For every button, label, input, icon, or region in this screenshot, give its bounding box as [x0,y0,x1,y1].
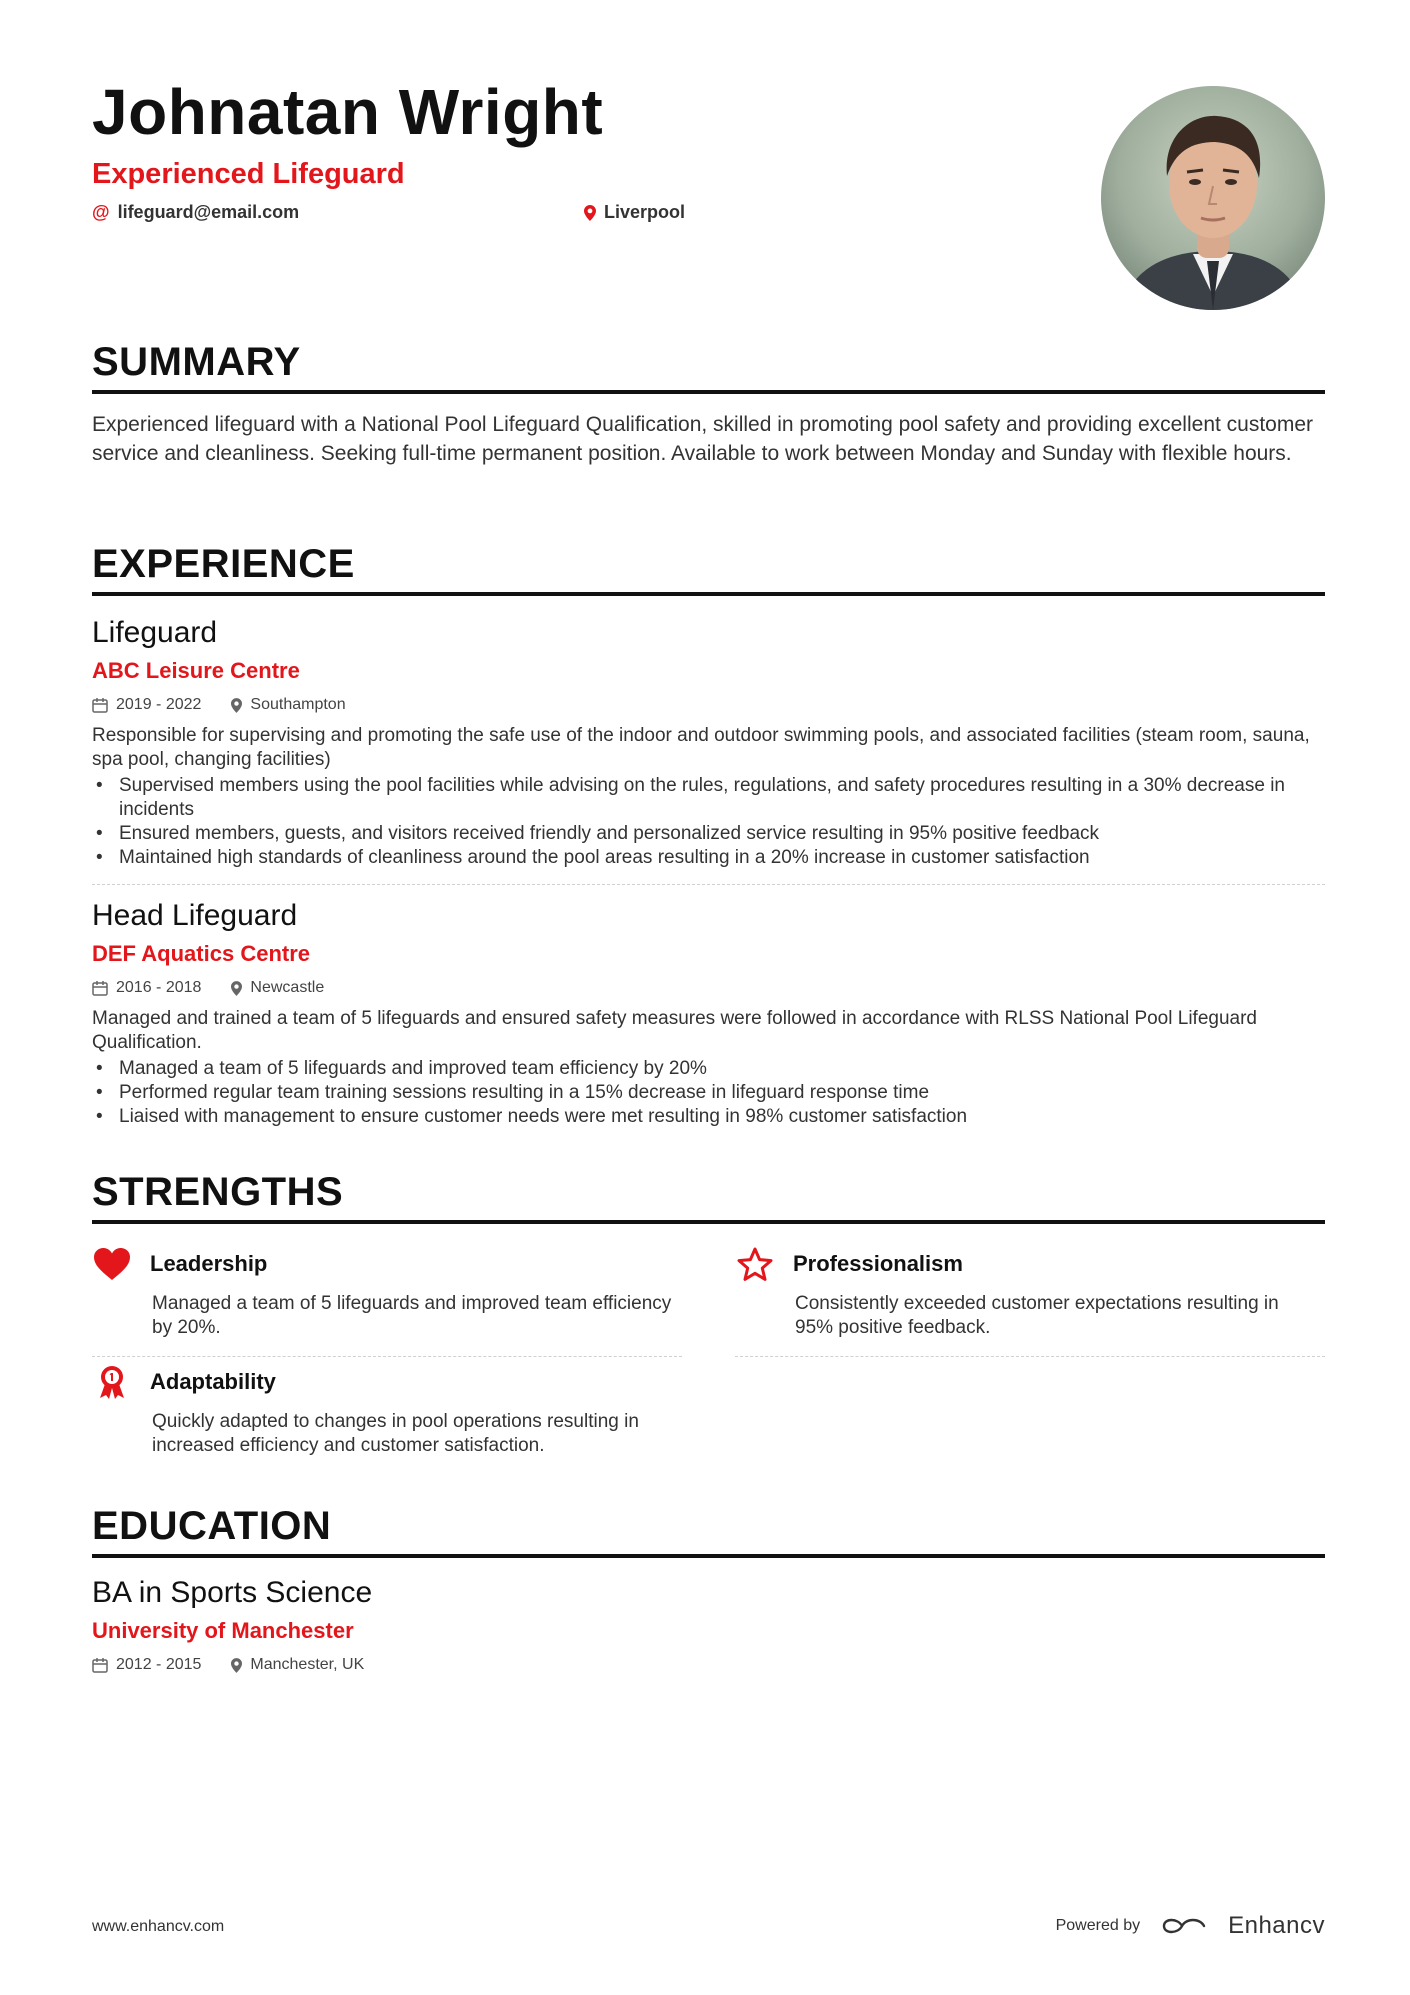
job-company: DEF Aquatics Centre [92,941,311,966]
education-section [92,1502,1325,1676]
contact-email[interactable] [92,202,299,223]
summary-section [92,338,1325,468]
strength-name: Leadership [150,1251,268,1276]
school-name: University of Manchester [92,1618,354,1643]
job-entry [92,897,1325,1129]
job-entry [92,614,1325,870]
list-item: • Supervised members using the pool facilities while advising on the rules, regulations, and safety procedures resulting in a 30% decrease in incidents [92,774,1325,822]
calendar-icon [92,980,108,996]
job-description: Managed and trained a team of 5 lifeguards and ensured safety measures were followed in accordance with RLSS National Pool Lifeguard Qualification. [92,1008,1257,1053]
calendar-icon [92,697,108,713]
at-icon: @ [92,202,110,222]
entry-divider [92,884,1325,885]
enhancv-logo-icon [1160,1914,1208,1938]
contact-location [584,202,685,223]
list-item: • Maintained high standards of cleanliness around the pool areas resulting in a 20% increase in customer satisfaction [92,846,1325,870]
map-pin-icon [231,981,242,996]
powered-by-label: Powered by [1055,1917,1141,1934]
education-heading: EDUCATION [92,1504,332,1548]
candidate-name: Johnatan Wright [92,76,604,148]
job-meta [92,694,1325,716]
section-divider [92,592,1325,596]
star-icon [735,1244,775,1284]
summary-heading: SUMMARY [92,340,301,384]
list-item: • Liaised with management to ensure customer needs were met resulting in 98% customer satisfaction [92,1105,1325,1129]
strength-name: Adaptability [150,1369,276,1394]
award-ribbon-icon [92,1362,132,1402]
strength-item [92,1244,682,1357]
profile-photo [1101,86,1325,310]
map-pin-icon [584,205,596,221]
job-title: Head Lifeguard [92,899,298,932]
section-divider [92,1554,1325,1558]
list-item: • Ensured members, guests, and visitors received friendly and personalized service resulting in 95% positive feedback [92,822,1325,846]
education-location: Manchester, UK [250,1656,365,1673]
job-description: Responsible for supervising and promoting the safe use of the indoor and outdoor swimming pools, and associated facilities (steam room, sauna, spa pool, changing facilities) [92,725,1310,770]
job-dates: 2019 - 2022 [116,696,202,713]
calendar-icon [92,1657,108,1673]
list-item: • Managed a team of 5 lifeguards and improved team efficiency by 20% [92,1057,1325,1081]
candidate-role: Experienced Lifeguard [92,158,405,190]
entry-divider [735,1356,1325,1357]
strengths-heading: STRENGTHS [92,1170,344,1214]
education-meta [92,1654,1325,1676]
job-title: Lifeguard [92,616,218,649]
job-bullets [92,774,1325,870]
job-company: ABC Leisure Centre [92,658,300,683]
degree-title: BA in Sports Science [92,1576,373,1609]
strength-description: Consistently exceeded customer expectations resulting in 95% positive feedback. [795,1293,1279,1338]
strength-item [735,1244,1325,1357]
strength-description: Quickly adapted to changes in pool operations resulting in increased efficiency and customer satisfaction. [152,1411,639,1456]
section-divider [92,390,1325,394]
summary-text: Experienced lifeguard with a National Pool Lifeguard Qualification, skilled in promoting pool safety and providing excellent customer service and cleanliness. Seeking full-time permanent position. Available to work between Monday and Sunday with flexible hours. [92,413,1314,465]
avatar [1101,86,1325,310]
job-bullets [92,1057,1325,1129]
map-pin-icon [231,1658,242,1673]
strength-description: Managed a team of 5 lifeguards and improved team efficiency by 20%. [152,1293,672,1338]
job-location: Southampton [250,696,346,713]
strength-item [92,1362,682,1458]
heart-icon [92,1244,132,1284]
email-text: lifeguard@email.com [117,202,300,222]
entry-divider [92,1356,682,1357]
contact-row [92,202,1052,228]
experience-section [92,540,1325,1129]
job-location: Newcastle [250,979,325,996]
job-dates: 2016 - 2018 [116,979,202,996]
location-text: Liverpool [604,202,686,222]
education-entry [92,1574,1325,1676]
experience-heading: EXPERIENCE [92,542,355,586]
brand-name: Enhancv [1228,1912,1325,1939]
footer-website-link[interactable]: www.enhancv.com [92,1918,225,1935]
strengths-section [92,1168,1325,1468]
list-item: • Performed regular team training sessions resulting in a 15% decrease in lifeguard response time [92,1081,1325,1105]
job-meta [92,977,1325,999]
section-divider [92,1220,1325,1224]
page-footer [92,1912,1325,1942]
education-dates: 2012 - 2015 [116,1656,202,1673]
strength-name: Professionalism [793,1251,963,1276]
map-pin-icon [231,698,242,713]
resume-header [92,74,1052,228]
powered-by[interactable] [1056,1912,1325,1940]
